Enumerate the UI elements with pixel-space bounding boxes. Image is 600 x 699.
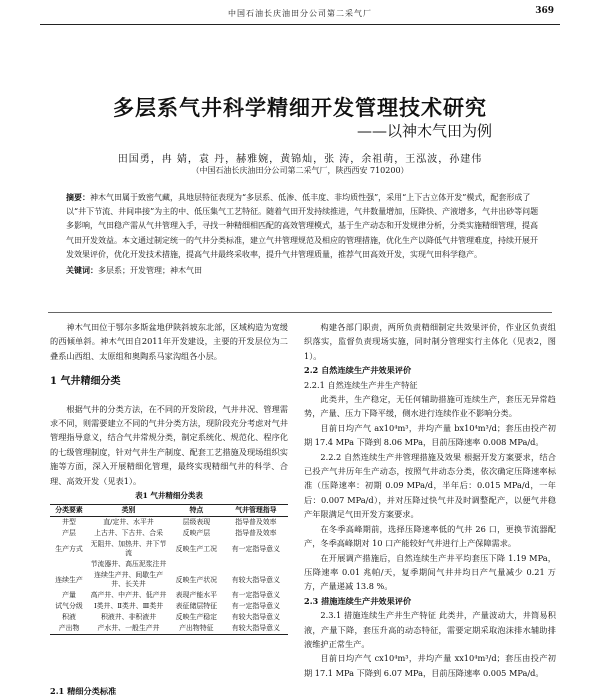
section-1-paragraph: 根据气井的分类方法，在不同的开发阶段，气井井况、管理需求不同，则需要建立不同的气井分类方法，现阶段充分考虑对气井管理指导意义，结合气井常规分类，制定系统化、规范化、程序化的七级管理制度，针对气井生产制度、配套工艺措施及现场组织实施等方面，深入开展精细化管理，最终实现精细气井的科学、合理、高效开发（见表1）。 [50,403,288,486]
table-cell: 试气分级 [55,602,83,611]
table-cell: 生产方式 [55,544,83,553]
table-cell: 直/定井、水平井 [103,518,154,527]
header-rule [40,24,560,25]
table-cell: 有较大指导意义 [231,613,280,622]
table-cell: 产层 [62,529,76,538]
table-header-row [50,505,288,517]
keywords-text: 多层系；开发管理；神木气田 [98,266,202,276]
paragraph-2-2-1: 此类井，生产稳定，无任何辅助措施可连续生产，套压无异常趋势，产量、压力下降平缓，侧水进行连续作业不影响分类。 [304,394,556,419]
paragraph-2-2-2-text: 根据开发方案要求，结合已投产气井历年生产动态，按照气井动态分类，依次确定压降速率标准（压降速率：初期 0.09 MPa/d，半年后：0.015 MPa/d，一年后：0.007 MPa/d），并对压降过快气井及时调整配产，以便气井稳产年限满足气田开发方案要求。 [304,451,556,520]
table-cell [169,559,224,570]
table-row [50,612,288,623]
table-cell [50,559,88,570]
abstract-rule [48,312,552,313]
paper-title: 多层系气井科学精细开发管理技术研究 [113,95,487,120]
table-cell: 有一定指导意义 [231,544,280,553]
table-cell: 有较大指导意义 [224,623,288,635]
table-cell: 表现产能水平 [175,591,218,600]
table-cell: 连续生产井、间歇生产井、长关井 [94,571,163,589]
table-cell: 高产井、中产井、低产井 [90,591,167,600]
affiliation: （中国石油长庆油田分公司第二采气厂，陕西西安 710200） [191,166,409,175]
table-cell: 产水井、一般生产井 [88,623,169,635]
table-cell: 节流器井、高压泥浆注井 [90,560,167,569]
paragraph-2-2-2 [304,450,556,522]
abstract-body [66,190,542,262]
running-header: 中国石油长庆油田分公司第二采气厂 [228,9,372,18]
table-cell: 产出物 [50,623,88,635]
table-cell: 产量 [62,591,76,600]
table-cell: 反映生产工况 [175,544,218,553]
table-1-title: 表1 气井精细分类表 [135,491,203,501]
paragraph-2-2-1-b: 目前日均产气 ax10⁴m³，井均产量 bx10⁴m³/d；套压由投产初期 17.4 MPa 下降到 8.06 MPa，目前压降速率 0.008 MPa/d。 [304,422,556,448]
table-row [50,539,288,559]
table-header-cell: 气井管理指导 [224,505,288,517]
table-cell: 连续生产 [55,575,83,584]
section-2-1-heading: 2.1 精细分类标准 [50,686,117,696]
section-2-3-1-heading: 2.3.1 措施连续生产井生产特征 [320,610,437,621]
right-column [304,320,556,680]
paragraph-2-3-1-b: 目前日均产气 cx10⁴m³，井均产量 xx10⁴m³/d；套压由投产初期 17.1 MPa 下降到 6.07 MPa，目前压降速率 0.005 MPa/d。 [304,653,556,678]
table-cell: 积液井、非积液井 [100,613,157,622]
table-cell: 反映产层 [182,529,211,538]
paragraph-2-3-1 [304,608,556,651]
classification-table [50,504,288,635]
paper-subtitle: ——以神木气田为例 [356,122,492,140]
table-row [50,601,288,612]
page-number: 369 [535,6,554,16]
table-cell: 上古井、下古井、合采 [94,529,163,538]
table-cell: 有一定指导意义 [231,602,280,611]
section-2-2-heading: 2.2 自然连续生产井效果评价 [304,365,412,376]
table-cell: 反映生产状况 [175,575,218,584]
table-header-cell: 类别 [88,505,169,517]
keywords [66,263,542,278]
paragraph-2-2-2-c: 在开展调产措施后，自然连续生产井平均套压下降 1.19 MPa，压降速率 0.01 兆帕/天，复季期间气井井均日产气量减少 0.21 万方，产量递减 13.8 %。 [304,552,556,592]
section-2-2-2-heading: 2.2.2 自然连续生产井管理措施及效果 [320,451,462,462]
table-cell [224,559,288,570]
table-cell: Ⅰ类井、Ⅱ类井、Ⅲ类井 [93,602,164,611]
table-cell: 指导普及效率 [235,529,277,538]
right-intro-paragraph: 构建各部门职责，两所负责精细制定共效果评价，作业区负责组织落实，监督负责现场实施，同时制分管理实行主体化（见表2，图1）。 [304,322,556,361]
table-header-cell: 分类要素 [50,505,88,517]
abstract-text: 神木气田属于致密气藏，具地层特征表现为“多层系、低渗、低丰度、非均质性强”，采用“上下古立体开发”模式，配套形成了以“井下节流、井间串接”为主的中、低压集气工艺特征。随着气田开发持续推进，气井数量增加，压降快、产液增多，气井出砂等问题多影响，气田稳产需从气井管理入手，寻找一种精细相匹配的高效管理模式，基于生产动态和开发规律分析，分类实施精细管理，提高气田开发效益。本文通过制定统一的气井分类标准，建立气井管理规范及相应的管理措施，优化生产以降低气井管理难度，持续开展开发效果评价，优化开发技术措施，提高气井最终采收率，提升气井管理质量，推荐气田高效开发，实现气田科学稳产。 [66,193,539,259]
abstract-label: 摘要： [66,192,90,202]
table-row [50,623,288,635]
paragraph-2-3-1-text: 此类井，产量波动大，井筒易积液，产量下降，套压升高的动态特征，需要定期采取泡沫排水辅助排液维护正常生产。 [304,610,556,649]
left-column [50,320,288,635]
table-header-cell: 特点 [169,505,224,517]
table-cell: 有一定指导意义 [231,591,280,600]
table-cell: 积液 [62,613,76,622]
intro-paragraph: 神木气田位于鄂尔多斯盆地伊陕斜坡东北部，区域构造为宽缓的西倾单斜。神木气田自2011年开发建设，主要的开发层位为二叠系山西组、太原组和奥陶系马家沟组各小层。 [50,322,288,361]
section-2-3-heading: 2.3 措施连续生产井效果评价 [304,595,412,606]
table-cell: 产出物特征 [169,623,224,635]
table-cell: 有较大指导意义 [231,575,280,584]
paragraph-2-2-2-b: 在冬季高峰期前，选择压降速率低的气井 26 口，更换节流器配产，冬季高峰期对 10 口产能较好气井进行上产保障需求。 [304,523,556,549]
section-1-heading: 1 气井精细分类 [50,376,121,388]
table-cell: 表征储层特征 [175,602,218,611]
table-row [50,590,288,601]
table-cell: 层级表现 [182,518,211,527]
section-2-2-1-heading: 2.2.1 自然连续生产井生产特征 [304,379,418,390]
abstract [66,190,542,278]
table-cell: 指导普及效率 [235,518,277,527]
table-row [50,570,288,590]
table-cell: 无阻井、加热井、井下节流 [90,540,167,558]
table-cell: 井型 [62,518,76,527]
table-row [50,528,288,539]
table-row [50,559,288,570]
table-row [50,517,288,529]
author-list: 田国勇，冉 婧，袁 丹，赫雅婉，黄锦灿，张 涛，余祖萌，王泓波，孙建伟 [117,154,483,165]
keywords-label: 关键词： [66,265,98,276]
table-cell: 反映生产稳定 [175,613,218,622]
